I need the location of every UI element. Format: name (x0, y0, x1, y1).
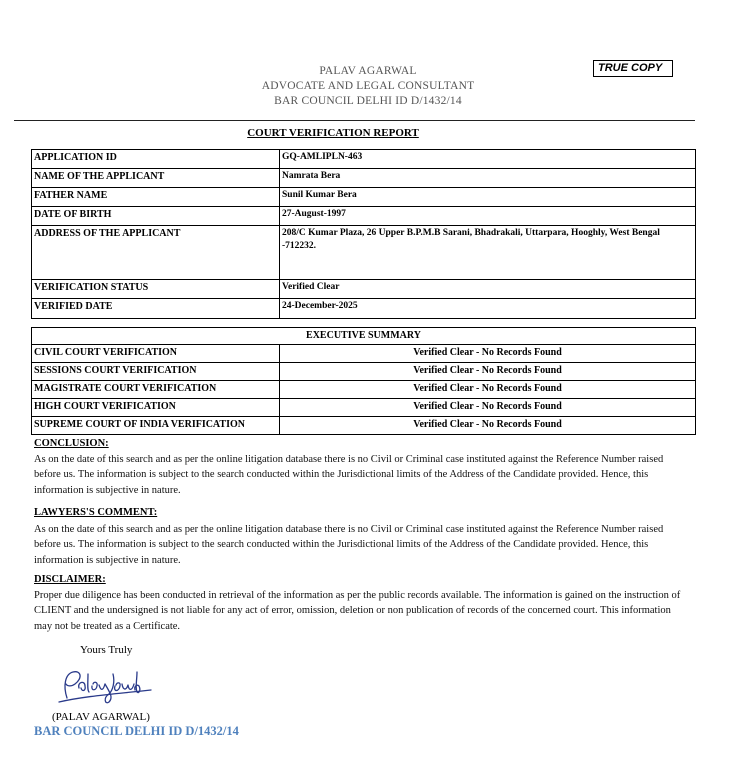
disclaimer-title: DISCLAIMER: (34, 574, 106, 585)
summary-label: HIGH COURT VERIFICATION (32, 399, 280, 417)
detail-value-verified-date: 24-December-2025 (280, 299, 696, 319)
detail-label: VERIFICATION STATUS (32, 280, 280, 299)
lawyers-comment-title: LAWYERS'S COMMENT: (34, 507, 158, 518)
table-row (32, 207, 696, 226)
signatory-bar-id: BAR COUNCIL DELHI ID D/1432/14 (34, 724, 239, 738)
detail-label: DATE OF BIRTH (32, 207, 280, 226)
table-row (32, 299, 696, 319)
detail-value-verification-status: Verified Clear (280, 280, 696, 299)
summary-label: SUPREME COURT OF INDIA VERIFICATION (32, 417, 280, 435)
letterhead-bar-id: BAR COUNCIL DELHI ID D/1432/14 (274, 95, 462, 107)
detail-label: APPLICATION ID (32, 150, 280, 169)
table-row (32, 280, 696, 299)
letterhead-designation: ADVOCATE AND LEGAL CONSULTANT (261, 80, 475, 92)
table-row (32, 150, 696, 169)
report-title: COURT VERIFICATION REPORT (247, 127, 419, 139)
true-copy-stamp: TRUE COPY (593, 60, 673, 77)
conclusion-title: CONCLUSION: (34, 438, 109, 449)
detail-value-applicant-name: Namrata Bera (280, 169, 696, 188)
detail-label: FATHER NAME (32, 188, 280, 207)
yours-truly: Yours Truly (80, 644, 133, 656)
table-row (32, 345, 696, 363)
detail-label: VERIFIED DATE (32, 299, 280, 319)
detail-value-date-of-birth: 27-August-1997 (280, 207, 696, 226)
summary-label: SESSIONS COURT VERIFICATION (32, 363, 280, 381)
summary-label: CIVIL COURT VERIFICATION (32, 345, 280, 363)
table-row (32, 381, 696, 399)
applicant-details-table (31, 149, 696, 319)
summary-value-civil: Verified Clear - No Records Found (280, 345, 696, 363)
letterhead-name: PALAV AGARWAL (319, 65, 417, 77)
table-row (32, 188, 696, 207)
lawyers-comment-text: As on the date of this search and as per the online litigation database there is no Civil or Criminal case instituted against the Reference Number raised before us. The information is subject to the search conducted within the Jurisdictional limits of the Address of the Candidate provided. Hence, this information is subjective in nature. (34, 524, 664, 566)
detail-label: NAME OF THE APPLICANT (32, 169, 280, 188)
disclaimer-text: Proper due diligence has been conducted in retrieval of the information as per the public records available. The information is gained on the instruction of CLIENT and the undersigned is not liable for any act of error, omission, deletion or non publication of records of the concerned court. This information may not be treated as a Certificate. (34, 590, 681, 632)
summary-value-supreme-court: Verified Clear - No Records Found (280, 417, 696, 435)
table-row (32, 399, 696, 417)
conclusion-text: As on the date of this search and as per the online litigation database there is no Civil or Criminal case instituted against the Reference Number raised before us. The information is subject to the search conducted within the Jurisdictional limits of the Address of the Candidate provided. Hence, this information is subjective in nature. (34, 454, 664, 496)
table-row (32, 363, 696, 381)
summary-value-sessions: Verified Clear - No Records Found (280, 363, 696, 381)
table-row (32, 226, 696, 280)
detail-value-father-name: Sunil Kumar Bera (280, 188, 696, 207)
header-divider (14, 120, 695, 121)
detail-value-application-id: GQ-AMLIPLN-463 (280, 150, 696, 169)
signatory-name: (PALAV AGARWAL) (52, 711, 150, 723)
summary-value-magistrate: Verified Clear - No Records Found (280, 381, 696, 399)
detail-value-address: 208/C Kumar Plaza, 26 Upper B.P.M.B Sarani, Bhadrakali, Uttarpara, Hooghly, West Bengal -712232. (280, 226, 696, 280)
table-row (32, 328, 696, 345)
summary-label: MAGISTRATE COURT VERIFICATION (32, 381, 280, 399)
table-row (32, 169, 696, 188)
executive-summary-title: EXECUTIVE SUMMARY (32, 328, 696, 345)
detail-label: ADDRESS OF THE APPLICANT (32, 226, 280, 280)
table-row (32, 417, 696, 435)
executive-summary-table (31, 327, 696, 435)
summary-value-high-court: Verified Clear - No Records Found (280, 399, 696, 417)
signature (55, 664, 155, 711)
